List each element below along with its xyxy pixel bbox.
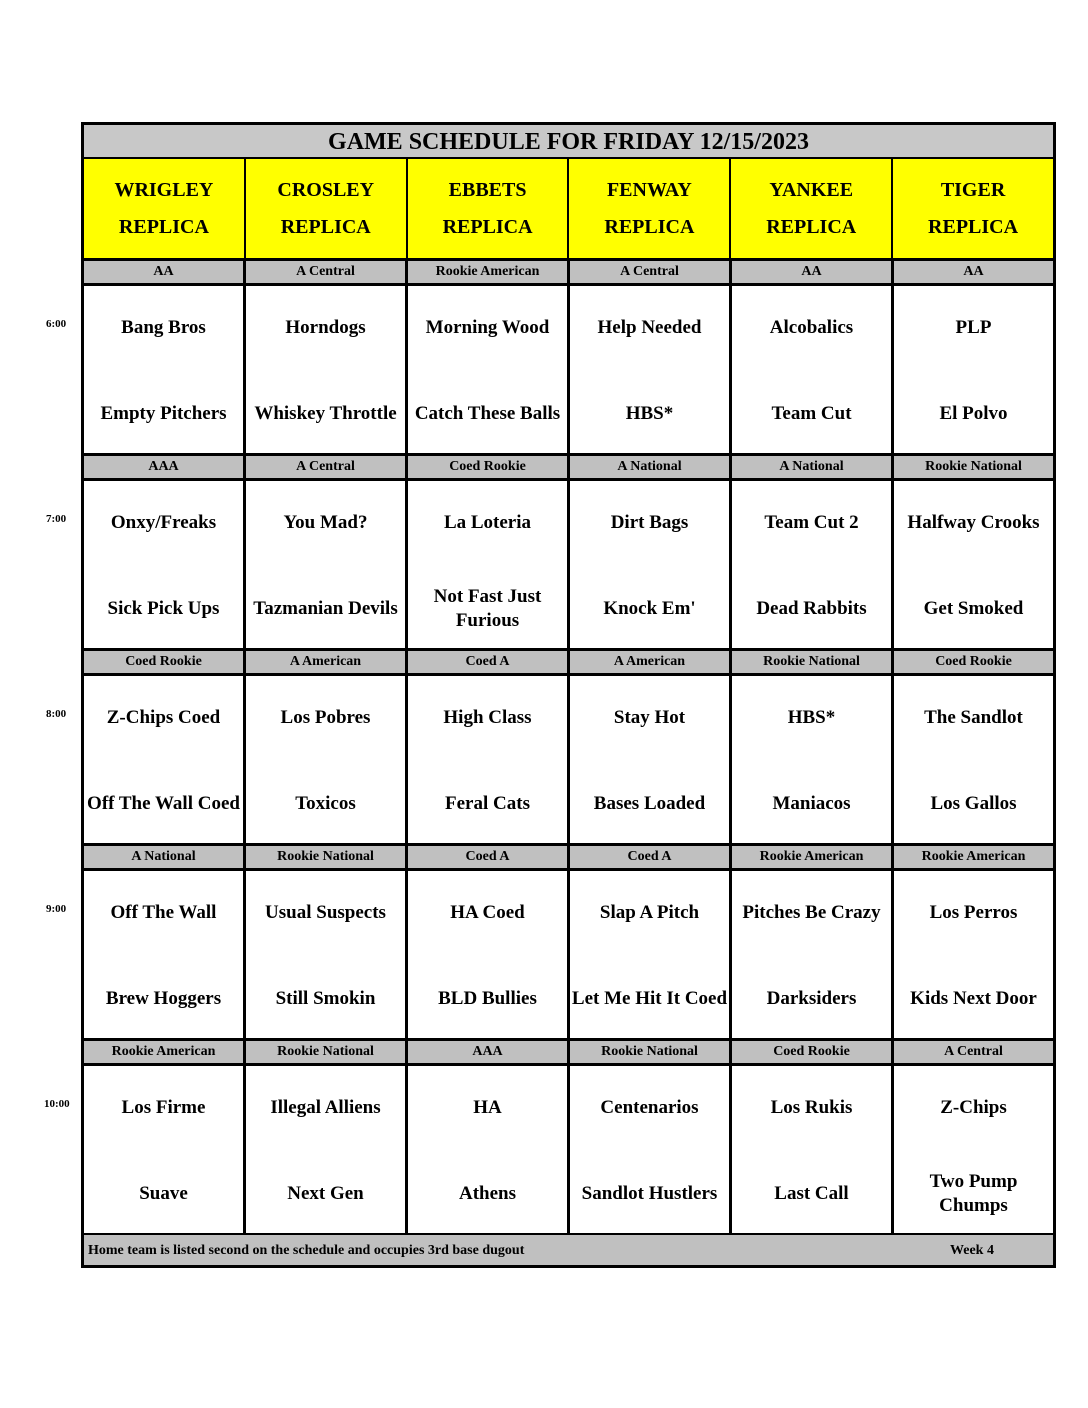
- game-cell: [894, 481, 1053, 651]
- home-team: Get Smoked: [923, 598, 1024, 619]
- division-label: Rookie National: [570, 1041, 732, 1066]
- week-label: Week 4: [950, 1243, 994, 1258]
- games-row: [84, 871, 1053, 1041]
- field-sub: REPLICA: [280, 215, 371, 238]
- home-team: Darksiders: [766, 988, 857, 1009]
- home-team: Knock Em': [603, 598, 696, 619]
- games-row: [84, 286, 1053, 456]
- game-cell: [84, 871, 246, 1041]
- field-header: [246, 159, 408, 261]
- home-team: Not Fast Just Furious: [433, 586, 542, 631]
- home-team: Two Pump Chumps: [929, 1171, 1018, 1216]
- home-team-wrap: [894, 1066, 1053, 1236]
- home-team-wrap: [570, 481, 729, 651]
- home-team-wrap: [246, 481, 405, 651]
- away-team: HA: [473, 1097, 502, 1118]
- game-cell: [732, 676, 894, 846]
- home-team-wrap: [246, 286, 405, 456]
- home-team: Still Smokin: [275, 988, 376, 1009]
- away-team: Usual Suspects: [265, 902, 386, 923]
- home-team-wrap: [894, 286, 1053, 456]
- home-team: Toxicos: [295, 793, 356, 814]
- home-team-wrap: [570, 286, 729, 456]
- game-cell: [894, 1066, 1053, 1236]
- home-team-wrap: [84, 286, 243, 456]
- division-label: AA: [732, 261, 894, 286]
- division-label: A National: [84, 846, 246, 871]
- home-team: HBS*: [625, 403, 674, 424]
- home-team: Kids Next Door: [910, 988, 1037, 1009]
- time-slot-block: [84, 261, 1053, 456]
- games-row: [84, 676, 1053, 846]
- home-team: Sandlot Hustlers: [581, 1183, 718, 1204]
- division-label: Rookie National: [246, 1041, 408, 1066]
- home-team: Bases Loaded: [593, 793, 706, 814]
- away-team: Stay Hot: [613, 707, 686, 728]
- division-label: Rookie National: [894, 456, 1053, 481]
- division-label: A Central: [246, 456, 408, 481]
- field-header: [731, 159, 893, 261]
- footer-note: Home team is listed second on the schedule and occupies 3rd base dugout: [88, 1243, 525, 1258]
- division-label: Rookie National: [732, 651, 894, 676]
- home-team: Empty Pitchers: [100, 403, 227, 424]
- home-team-wrap: [732, 481, 891, 651]
- home-team: El Polvo: [939, 403, 1008, 424]
- field-name: YANKEE: [769, 178, 854, 201]
- field-name: FENWAY: [606, 178, 692, 201]
- game-cell: [84, 676, 246, 846]
- game-cell: [408, 481, 570, 651]
- home-team-wrap: [894, 871, 1053, 1041]
- division-label: Coed A: [408, 846, 570, 871]
- game-cell: [84, 481, 246, 651]
- field-header: [84, 159, 246, 261]
- away-team: Morning Wood: [425, 317, 550, 338]
- home-team-wrap: [408, 1066, 567, 1236]
- home-team-wrap: [408, 286, 567, 456]
- time-label: 10:00: [44, 1098, 70, 1110]
- home-team-wrap: [570, 871, 729, 1041]
- home-team: Los Gallos: [930, 793, 1017, 814]
- games-row: [84, 481, 1053, 651]
- away-team: Los Firme: [121, 1097, 206, 1118]
- away-team: Help Needed: [597, 317, 702, 338]
- home-team: Let Me Hit It Coed: [571, 988, 728, 1009]
- game-cell: [570, 286, 732, 456]
- away-team: Z-Chips Coed: [106, 707, 221, 728]
- home-team-wrap: [894, 676, 1053, 846]
- away-team: Los Rukis: [770, 1097, 853, 1118]
- division-label: Rookie American: [894, 846, 1053, 871]
- home-team: BLD Bullies: [438, 988, 537, 1009]
- away-team: Halfway Crooks: [907, 512, 1040, 533]
- away-team: La Loteria: [443, 512, 532, 533]
- division-label: AAA: [408, 1041, 570, 1066]
- division-label: AA: [894, 261, 1053, 286]
- game-cell: [246, 871, 408, 1041]
- field-name: WRIGLEY: [114, 178, 214, 201]
- field-sub: REPLICA: [766, 215, 857, 238]
- home-team: Last Call: [774, 1183, 849, 1204]
- division-label: A Central: [246, 261, 408, 286]
- home-team: Dead Rabbits: [756, 598, 867, 619]
- away-team: HBS*: [787, 707, 836, 728]
- division-row: [84, 846, 1053, 871]
- home-team-wrap: [894, 481, 1053, 651]
- home-team: Maniacos: [772, 793, 851, 814]
- division-label: A National: [732, 456, 894, 481]
- away-team: Pitches Be Crazy: [742, 902, 881, 923]
- home-team-wrap: [84, 676, 243, 846]
- division-label: Coed Rookie: [894, 651, 1053, 676]
- away-team: Los Perros: [929, 902, 1018, 923]
- away-team: Dirt Bags: [610, 512, 689, 533]
- home-team: Athens: [458, 1183, 516, 1204]
- field-header-row: [84, 159, 1053, 261]
- division-label: A Central: [894, 1041, 1053, 1066]
- game-cell: [894, 676, 1053, 846]
- division-row: [84, 261, 1053, 286]
- home-team-wrap: [246, 1066, 405, 1236]
- game-cell: [408, 286, 570, 456]
- game-cell: [246, 676, 408, 846]
- games-row: [84, 1066, 1053, 1236]
- game-cell: [246, 1066, 408, 1236]
- away-team: PLP: [955, 317, 992, 338]
- schedule-title: GAME SCHEDULE FOR FRIDAY 12/15/2023: [84, 125, 1053, 159]
- game-cell: [570, 1066, 732, 1236]
- division-label: Coed Rookie: [408, 456, 570, 481]
- division-row: [84, 651, 1053, 676]
- game-cell: [570, 481, 732, 651]
- away-team: Centenarios: [600, 1097, 699, 1118]
- game-cell: [84, 286, 246, 456]
- field-sub: REPLICA: [442, 215, 533, 238]
- time-slot-block: [84, 456, 1053, 651]
- field-header: [408, 159, 570, 261]
- game-cell: [570, 676, 732, 846]
- game-cell: [408, 1066, 570, 1236]
- home-team-wrap: [246, 676, 405, 846]
- game-cell: [732, 286, 894, 456]
- away-team: Slap A Pitch: [599, 902, 700, 923]
- away-team: Team Cut 2: [764, 512, 859, 533]
- time-label: 7:00: [46, 513, 67, 525]
- home-team-wrap: [570, 1066, 729, 1236]
- division-row: [84, 1041, 1053, 1066]
- home-team: Brew Hoggers: [105, 988, 222, 1009]
- field-sub: REPLICA: [604, 215, 695, 238]
- time-slot-block: [84, 846, 1053, 1041]
- time-label: 9:00: [46, 903, 67, 915]
- home-team: Team Cut: [771, 403, 852, 424]
- division-row: [84, 456, 1053, 481]
- game-cell: [732, 481, 894, 651]
- game-cell: [246, 481, 408, 651]
- game-cell: [732, 1066, 894, 1236]
- home-team-wrap: [84, 871, 243, 1041]
- away-team: The Sandlot: [924, 707, 1023, 728]
- game-cell: [408, 676, 570, 846]
- away-team: HA Coed: [450, 902, 525, 923]
- home-team-wrap: [732, 871, 891, 1041]
- game-cell: [732, 871, 894, 1041]
- home-team-wrap: [732, 676, 891, 846]
- division-label: AAA: [84, 456, 246, 481]
- division-label: A Central: [570, 261, 732, 286]
- home-team-wrap: [408, 676, 567, 846]
- time-label: 8:00: [46, 708, 67, 720]
- home-team-wrap: [84, 481, 243, 651]
- home-team-wrap: [408, 871, 567, 1041]
- division-label: A American: [570, 651, 732, 676]
- away-team: Bang Bros: [121, 317, 206, 338]
- division-label: Rookie National: [246, 846, 408, 871]
- time-slot-block: [84, 1041, 1053, 1236]
- home-team: Off The Wall Coed: [87, 793, 240, 814]
- division-label: Coed Rookie: [732, 1041, 894, 1066]
- game-cell: [570, 871, 732, 1041]
- game-cell: [408, 871, 570, 1041]
- game-cell: [84, 1066, 246, 1236]
- home-team-wrap: [732, 1066, 891, 1236]
- home-team: Catch These Balls: [414, 403, 561, 424]
- time-slot-block: [84, 651, 1053, 846]
- home-team: Whiskey Throttle: [254, 403, 397, 424]
- away-team: Off The Wall: [110, 902, 217, 923]
- division-label: Rookie American: [408, 261, 570, 286]
- time-label: 6:00: [46, 318, 67, 330]
- away-team: Illegal Alliens: [270, 1097, 381, 1118]
- field-sub: REPLICA: [118, 215, 209, 238]
- field-name: EBBETS: [448, 178, 527, 201]
- field-name: CROSLEY: [277, 178, 375, 201]
- footer-bar: [84, 1235, 1053, 1265]
- home-team-wrap: [84, 1066, 243, 1236]
- away-team: Los Pobres: [280, 707, 371, 728]
- home-team-wrap: [246, 871, 405, 1041]
- home-team-wrap: [570, 676, 729, 846]
- division-label: A National: [570, 456, 732, 481]
- field-sub: REPLICA: [928, 215, 1019, 238]
- game-cell: [246, 286, 408, 456]
- division-label: Rookie American: [732, 846, 894, 871]
- division-label: Coed Rookie: [84, 651, 246, 676]
- division-label: Coed A: [408, 651, 570, 676]
- home-team: Tazmanian Devils: [253, 598, 398, 619]
- away-team: You Mad?: [283, 512, 368, 533]
- away-team: High Class: [443, 707, 532, 728]
- schedule-table: [81, 122, 1056, 1268]
- division-label: A American: [246, 651, 408, 676]
- game-cell: [894, 286, 1053, 456]
- field-header: [893, 159, 1053, 261]
- division-label: AA: [84, 261, 246, 286]
- home-team: Suave: [139, 1183, 188, 1204]
- home-team-wrap: [732, 286, 891, 456]
- game-cell: [894, 871, 1053, 1041]
- away-team: Onxy/Freaks: [110, 512, 217, 533]
- away-team: Z-Chips: [940, 1097, 1007, 1118]
- away-team: Alcobalics: [769, 317, 854, 338]
- home-team: Next Gen: [287, 1183, 364, 1204]
- field-name: TIGER: [940, 178, 1006, 201]
- home-team: Feral Cats: [445, 793, 530, 814]
- field-header: [569, 159, 731, 261]
- home-team-wrap: [408, 481, 567, 651]
- home-team: Sick Pick Ups: [107, 598, 220, 619]
- division-label: Coed A: [570, 846, 732, 871]
- division-label: Rookie American: [84, 1041, 246, 1066]
- away-team: Horndogs: [285, 317, 366, 338]
